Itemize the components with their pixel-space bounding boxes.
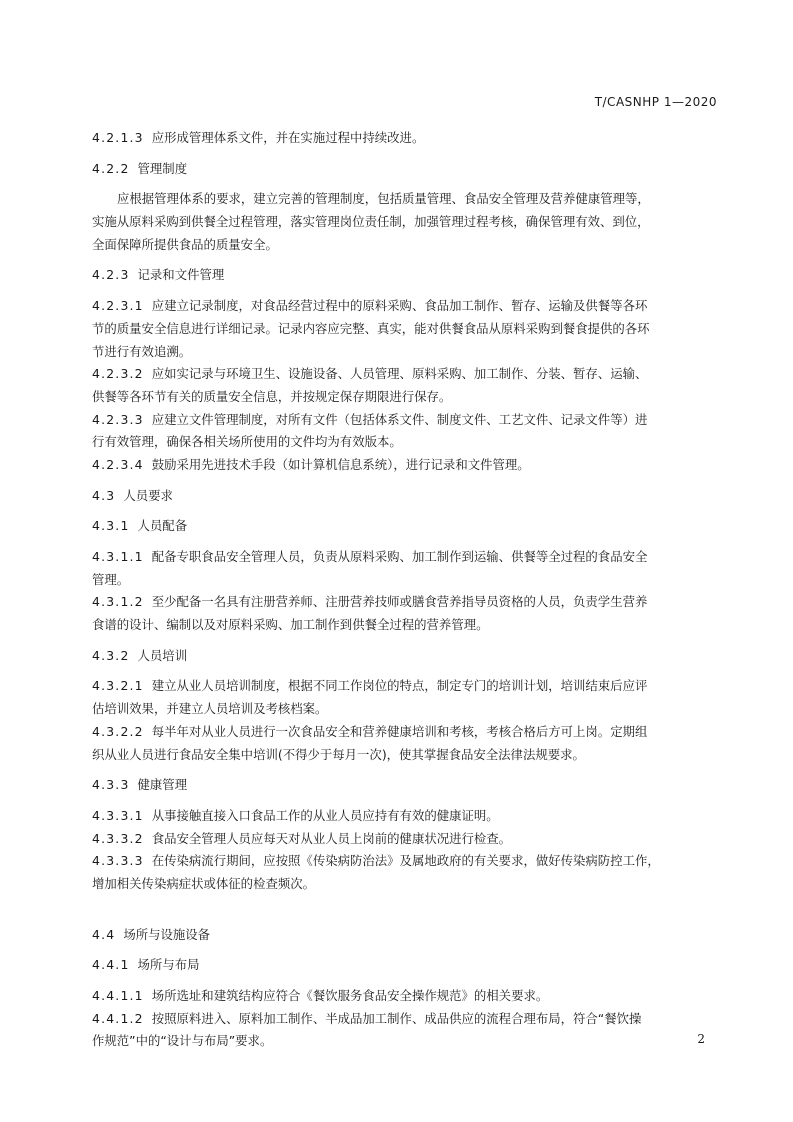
page-number: 2: [697, 1032, 705, 1046]
section-title: 人员要求: [123, 487, 173, 503]
section-number: 4.2.2: [92, 160, 130, 176]
clause-number: 4.4.1.2: [92, 1010, 144, 1026]
section-number: 4.3.2: [92, 647, 130, 663]
clause-number: 4.3.3.2: [92, 830, 144, 846]
clause-4-2-3-4: [92, 454, 720, 477]
clause-text: 在传染病流行期间，应按照《传染病防治法》及属地政府的有关要求，做好传染病防控工作，: [151, 853, 660, 869]
section-title: 人员配备: [137, 518, 188, 534]
paragraph-line: 应根据管理体系的要求，建立完善的管理制度，包括质量管理、食品安全管理及营养健康管理等，: [117, 191, 650, 207]
clause-text: 应建立记录制度，对食品经营过程中的原料采购、食品加工制作、暂存、运输及供餐等各环: [151, 298, 648, 314]
clause-text: 节的质量安全信息进行详细记录。记录内容应完整、真实，能对供餐食品从原料采购到餐食提供的各环: [92, 320, 650, 336]
clause-text: 行有效管理，确保各相关场所使用的文件均为有效版本。: [92, 434, 402, 450]
section-title: 人员培训: [137, 647, 188, 663]
section-title: 场所与设施设备: [123, 926, 211, 942]
clause-text: 织从业人员进行食品安全集中培训(不得少于每月一次)，使其掌握食品安全法律法规要求。: [92, 746, 585, 762]
clause-number: 4.3.3.3: [92, 853, 144, 869]
paragraph-management-system: [92, 188, 720, 256]
clause-4-2-3-2: [92, 363, 720, 408]
section-heading-4-3-1: [92, 515, 720, 538]
section-heading-4-3: [92, 485, 720, 508]
section-number: 4.3.1: [92, 518, 130, 534]
clause-number: 4.2.3.1: [92, 298, 144, 314]
clause-text: 配备专职食品安全管理人员，负责从原料采购、加工制作到运输、供餐等全过程的食品安全: [151, 549, 648, 564]
section-heading-4-2-3: [92, 264, 720, 287]
clause-text: 作规范”中的“设计与布局”要求。: [92, 1033, 273, 1049]
clause-text: 应如实记录与环境卫生、设施设备、人员管理、原料采购、加工制作、分装、暂存、运输、: [151, 366, 648, 382]
clause-4-3-2-1: [92, 675, 720, 720]
clause-4-3-1-1: [92, 546, 720, 591]
clause-text: 鼓励采用先进技术手段（如计算机信息系统），进行记录和文件管理。: [151, 456, 530, 472]
clause-4-3-3-2: [92, 828, 720, 851]
clause-text: 管理。: [92, 571, 130, 587]
clause-4-3-2-2: [92, 721, 720, 766]
section-title: 管理制度: [137, 160, 188, 176]
section-heading-4-2-2: [92, 158, 720, 181]
clause-text: 至少配备一名具有注册营养师、注册营养技师或膳食营养指导员资格的人员，负责学生营养: [151, 594, 648, 610]
section-title: 场所与布局: [137, 957, 200, 973]
clause-number: 4.4.1.1: [92, 988, 144, 1003]
clause-4-4-1-1: [92, 985, 720, 1008]
document-code: T/CASNHP 1—2020: [594, 95, 717, 109]
clause-text: 食谱的设计、编制以及对原料采购、加工制作到供餐全过程的营养管理。: [92, 617, 489, 633]
clause-number: 4.2.3.4: [92, 456, 144, 472]
section-heading-4-3-2: [92, 645, 720, 668]
clause-number: 4.3.1.2: [92, 594, 144, 610]
clause-text: 按照原料进入、原料加工制作、半成品加工制作、成品供应的流程合理布局，符合“餐饮操: [151, 1010, 642, 1026]
clause-text: 供餐等各环节有关的质量安全信息，并按规定保存期限进行保存。: [92, 388, 452, 404]
document-body: [92, 127, 720, 1053]
clause-text: 从事接触直接入口食品工作的从业人员应持有有效的健康证明。: [151, 807, 499, 823]
clause-number: 4.2.3.2: [92, 366, 144, 382]
clause-text: 节进行有效追溯。: [92, 343, 192, 359]
section-number: 4.2.3: [92, 267, 130, 283]
section-title: 记录和文件管理: [137, 267, 225, 283]
clause-4-4-1-2: [92, 1008, 720, 1053]
clause-4-3-1-2: [92, 591, 720, 636]
section-heading-4-3-3: [92, 774, 720, 797]
clause-text: 增加相关传染病症状或体征的检查频次。: [92, 875, 316, 891]
clause-text: 每半年对从业人员进行一次食品安全和营养健康培训和考核，考核合格后方可上岗。定期组: [151, 723, 648, 739]
clause-text: 应形成管理体系文件，并在实施过程中持续改进。: [151, 130, 425, 145]
section-number: 4.3.3: [92, 777, 130, 793]
clause-4-2-3-3: [92, 409, 720, 454]
clause-text: 食品安全管理人员应每天对从业人员上岗前的健康状况进行检查。: [151, 830, 512, 846]
section-number: 4.3: [92, 487, 116, 503]
clause-number: 4.3.2.1: [92, 678, 144, 694]
clause-text: 估培训效果，并建立人员培训及考核档案。: [92, 701, 328, 717]
clause-4-3-3-3: [92, 850, 720, 895]
section-heading-4-4: [92, 924, 720, 947]
paragraph-line: 实施从原料采购到供餐全过程管理，落实管理岗位责任制，加强管理过程考核，确保管理有效、到位，: [92, 214, 650, 230]
paragraph-line: 全面保障所提供食品的质量安全。: [92, 236, 278, 252]
clause-text: 应建立文件管理制度，对所有文件（包括体系文件、制度文件、工艺文件、记录文件等）进: [151, 411, 648, 427]
clause-number: 4.3.1.1: [92, 549, 144, 564]
clause-number: 4.3.3.1: [92, 807, 144, 823]
clause-4-2-3-1: [92, 295, 720, 363]
clause-number: 4.3.2.2: [92, 723, 144, 739]
section-title: 健康管理: [137, 777, 188, 793]
section-number: 4.4: [92, 926, 116, 942]
clause-text: 建立从业人员培训制度，根据不同工作岗位的特点，制定专门的培训计划，培训结束后应评: [151, 678, 648, 694]
section-heading-4-4-1: [92, 954, 720, 977]
clause-4-3-3-1: [92, 805, 720, 828]
clause-number: 4.2.1.3: [92, 130, 144, 145]
clause-4-2-1-3: [92, 127, 720, 150]
section-number: 4.4.1: [92, 957, 130, 973]
clause-number: 4.2.3.3: [92, 411, 144, 427]
clause-text: 场所选址和建筑结构应符合《餐饮服务食品安全操作规范》的相关要求。: [151, 988, 549, 1003]
